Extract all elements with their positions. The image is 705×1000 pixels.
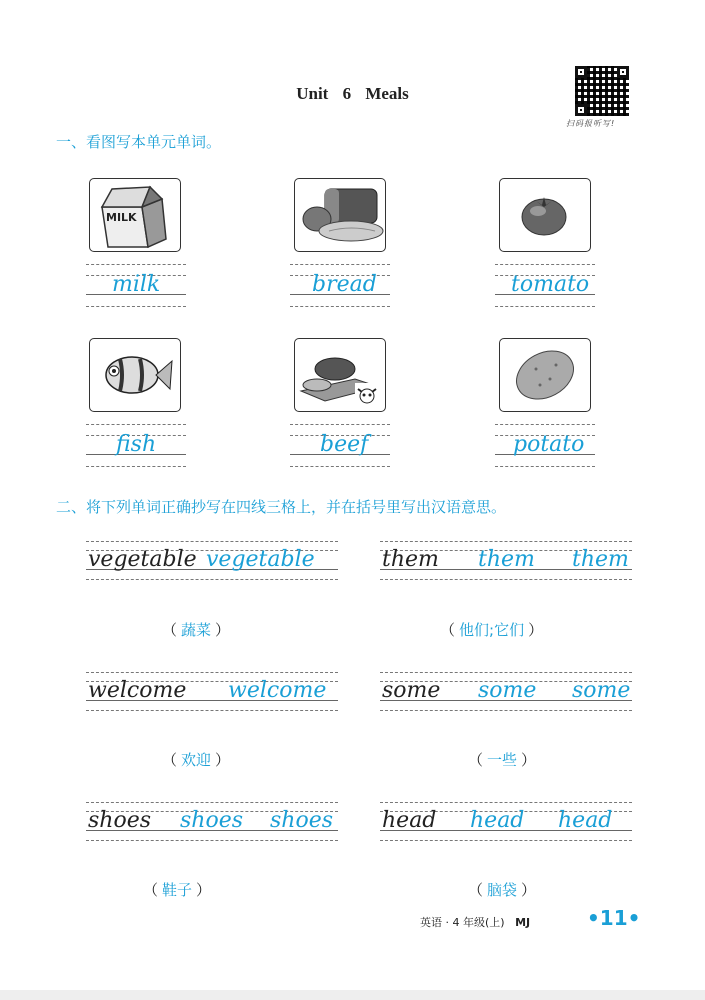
answer-line-milk[interactable]	[86, 264, 186, 300]
qr-code[interactable]	[575, 66, 629, 116]
meaning-head[interactable]	[468, 879, 536, 900]
answer-line-potato[interactable]	[495, 424, 595, 460]
answer-line-beef[interactable]	[290, 424, 390, 460]
copy-word: them	[572, 547, 629, 572]
copy-word: head	[558, 808, 613, 833]
copy-word: welcome	[228, 678, 327, 703]
copy-word: shoes	[180, 808, 244, 833]
answer-line-fish[interactable]	[86, 424, 186, 460]
paren-close: ）	[528, 621, 544, 639]
milk-picture	[89, 178, 181, 252]
copy-word: shoes	[270, 808, 334, 833]
footer-book-info	[420, 914, 530, 930]
meaning-them[interactable]	[440, 619, 543, 640]
paren-open: （	[468, 751, 484, 769]
paren-close: ）	[215, 621, 231, 639]
model-word: them	[382, 547, 439, 572]
qr-finder-icon	[617, 66, 629, 78]
meaning-answer: 他们;它们	[459, 621, 525, 639]
answer-text: tomato	[511, 272, 590, 297]
section1-heading: 一、看图写本单元单词。	[56, 133, 222, 151]
copy-line-head[interactable]	[380, 802, 632, 838]
bread-icon	[295, 179, 385, 251]
copy-line-some[interactable]	[380, 672, 632, 708]
meaning-vegetable[interactable]	[162, 619, 230, 640]
paren-open: （	[468, 881, 484, 899]
meaning-answer: 鞋子	[162, 881, 193, 899]
answer-line-tomato[interactable]	[495, 264, 595, 300]
meaning-shoes[interactable]	[143, 879, 211, 900]
paren-open: （	[162, 621, 178, 639]
copy-line-shoes[interactable]	[86, 802, 338, 838]
milk-label: MILK	[106, 211, 137, 224]
potato-icon	[500, 339, 590, 411]
footer-edition: MJ	[515, 916, 531, 929]
beef-picture	[294, 338, 386, 412]
answer-text: fish	[116, 432, 157, 457]
model-word: head	[382, 808, 437, 833]
copy-line-vegetable[interactable]	[86, 541, 338, 577]
copy-word: head	[470, 808, 525, 833]
potato-picture	[499, 338, 591, 412]
model-word: welcome	[88, 678, 187, 703]
paren-open: （	[143, 881, 159, 899]
fish-icon	[90, 339, 180, 411]
footer-book: 英语 · 4 年级(上)	[420, 916, 505, 929]
answer-line-bread[interactable]	[290, 264, 390, 300]
meaning-some[interactable]	[468, 749, 536, 770]
answer-text: beef	[320, 432, 369, 457]
copy-word: some	[572, 678, 631, 703]
page-number: •11•	[587, 906, 641, 930]
paren-close: ）	[521, 881, 537, 899]
meaning-answer: 蔬菜	[181, 621, 212, 639]
tomato-picture	[499, 178, 591, 252]
model-word: shoes	[88, 808, 152, 833]
paren-close: ）	[521, 751, 537, 769]
paren-open: （	[440, 621, 456, 639]
milk-carton-icon	[90, 179, 180, 251]
fish-picture	[89, 338, 181, 412]
answer-text: milk	[112, 272, 161, 297]
tomato-icon	[500, 179, 590, 251]
copy-line-welcome[interactable]	[86, 672, 338, 708]
model-word: vegetable	[88, 547, 197, 572]
copy-word: some	[478, 678, 537, 703]
beef-icon	[295, 339, 385, 411]
meaning-answer: 欢迎	[181, 751, 212, 769]
copy-word: them	[478, 547, 535, 572]
answer-text: potato	[513, 432, 585, 457]
qr-caption: 扫码报听写!	[566, 119, 616, 128]
qr-finder-icon	[575, 66, 587, 78]
model-word: some	[382, 678, 441, 703]
paren-close: ）	[215, 751, 231, 769]
paren-open: （	[162, 751, 178, 769]
meaning-answer: 一些	[487, 751, 518, 769]
qr-finder-icon	[575, 104, 587, 116]
meaning-welcome[interactable]	[162, 749, 230, 770]
copy-line-them[interactable]	[380, 541, 632, 577]
paren-close: ）	[196, 881, 212, 899]
page-bottom-band	[0, 990, 705, 1000]
section2-heading: 二、将下列单词正确抄写在四线三格上，并在括号里写出汉语意思。	[56, 498, 507, 516]
page-title: Unit 6 Meals	[296, 84, 409, 103]
copy-word: vegetable	[206, 547, 315, 572]
answer-text: bread	[312, 272, 377, 297]
meaning-answer: 脑袋	[487, 881, 518, 899]
bread-picture	[294, 178, 386, 252]
